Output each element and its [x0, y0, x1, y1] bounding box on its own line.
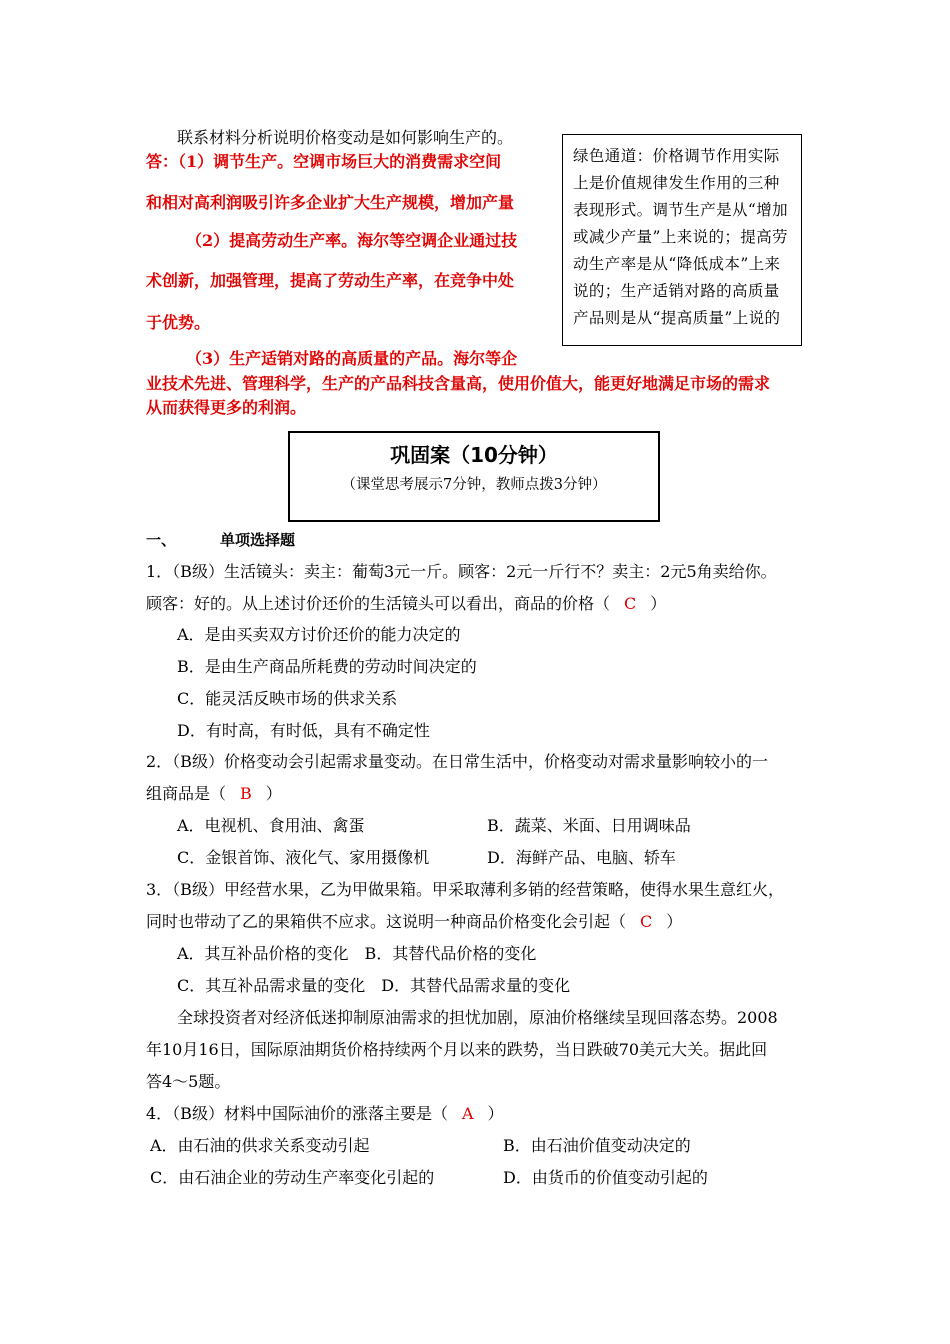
- question-1-option-b: B．是由生产商品所耗费的劳动时间决定的: [177, 657, 477, 676]
- consolidation-title: 巩固案（10分钟）: [390, 443, 558, 467]
- answer-2-line-2: 术创新，加强管理，提高了劳动生产率，在竞争中处: [146, 271, 515, 290]
- question-3-stem-line-1: 3．（B级）甲经营水果，乙为甲做果箱。甲采取薄利多销的经营策略，使得水果生意红火，: [146, 880, 784, 899]
- question-4-option-b: B．由石油价值变动决定的: [503, 1136, 691, 1155]
- material-line-3: 答4～5题。: [146, 1072, 231, 1091]
- answer-3-line-1: （3）生产适销对路的高质量的产品。海尔等企: [186, 349, 518, 368]
- green-channel-note-box: [562, 134, 802, 346]
- question-2-stem-line-2: 组商品是（ B ）: [146, 784, 282, 803]
- question-4-option-c: C．由石油企业的劳动生产率变化引起的: [150, 1168, 435, 1187]
- material-line-1: 全球投资者对经济低迷抑制原油需求的担忧加剧，原油价格继续呈现回落态势。2008: [177, 1008, 778, 1027]
- question-2-option-d: D．海鲜产品、电脑、轿车: [487, 848, 676, 867]
- question-1-stem-line-1: 1．（B级）生活镜头：卖主：葡萄3元一斤。顾客：2元一斤行不？卖主：2元5角卖给你。: [146, 562, 777, 581]
- question-4-stem: 4．（B级）材料中国际油价的涨落主要是（ A ）: [146, 1104, 504, 1123]
- question-2-answer: B: [240, 784, 252, 803]
- section-heading: [146, 530, 295, 550]
- question-2-stem-line-1: 2．（B级）价格变动会引起需求量变动。在日常生活中，价格变动对需求量影响较小的一: [146, 752, 768, 771]
- question-1-option-a: A．是由买卖双方讨价还价的能力决定的: [177, 625, 461, 644]
- question-3-options-ab: A．其互补品价格的变化 B．其替代品价格的变化: [177, 944, 537, 963]
- consolidation-title-box: [288, 431, 660, 522]
- question-3-options-cd: C．其互补品需求量的变化 D．其替代品需求量的变化: [177, 976, 571, 995]
- question-1-stem-line-2: 顾客：好的。从上述讨价还价的生活镜头可以看出，商品的价格（ C ）: [146, 594, 667, 613]
- question-1-option-d: D．有时高，有时低，具有不确定性: [177, 721, 430, 740]
- answer-3-line-2: 业技术先进、管理科学，生产的产品科技含量高，使用价值大，能更好地满足市场的需求: [146, 374, 771, 393]
- question-3-answer: C: [640, 912, 653, 931]
- question-1-answer: C: [624, 594, 637, 613]
- answer-1-line-1: 答：（1）调节生产。空调市场巨大的消费需求空间: [146, 152, 502, 171]
- answer-3-line-3: 从而获得更多的利润。: [146, 398, 307, 417]
- question-4-option-a: A．由石油的供求关系变动引起: [150, 1136, 370, 1155]
- question-2-option-c: C．金银首饰、液化气、家用摄像机: [177, 848, 430, 867]
- question-4-answer: A: [461, 1104, 474, 1123]
- question-3-stem-line-2: 同时也带动了乙的果箱供不应求。这说明一种商品价格变化会引起（ C ）: [146, 912, 683, 931]
- question-1-option-c: C．能灵活反映市场的供求关系: [177, 689, 398, 708]
- section-name: 单项选择题: [220, 531, 296, 549]
- question-4-option-d: D．由货币的价值变动引起的: [503, 1168, 708, 1187]
- green-channel-note-text: 绿色通道：价格调节作用实际上是价值规律发生作用的三种表现形式。调节生产是从“增加或减少产量”上来说的；提高劳动生产率是从“降低成本”上来说的；生产适销对路的高质量产品则是从“提高质量”上说的: [573, 147, 789, 327]
- answer-1-line-2: 和相对高利润吸引许多企业扩大生产规模，增加产量: [146, 193, 515, 212]
- section-number: 一、: [146, 531, 177, 549]
- material-line-2: 年10月16日，国际原油期货价格持续两个月以来的跌势，当日跌破70美元大关。据此回: [146, 1040, 768, 1059]
- question-2-option-a: A．电视机、食用油、禽蛋: [177, 816, 365, 835]
- question-2-option-b: B．蔬菜、米面、日用调味品: [487, 816, 691, 835]
- answer-2-line-3: 于优势。: [146, 313, 211, 332]
- consolidation-subtitle: （课堂思考展示7分钟，教师点拨3分钟）: [341, 477, 607, 493]
- answer-2-line-1: （2）提高劳动生产率。海尔等空调企业通过技: [186, 231, 518, 250]
- question-prompt: 联系材料分析说明价格变动是如何影响生产的。: [177, 128, 514, 147]
